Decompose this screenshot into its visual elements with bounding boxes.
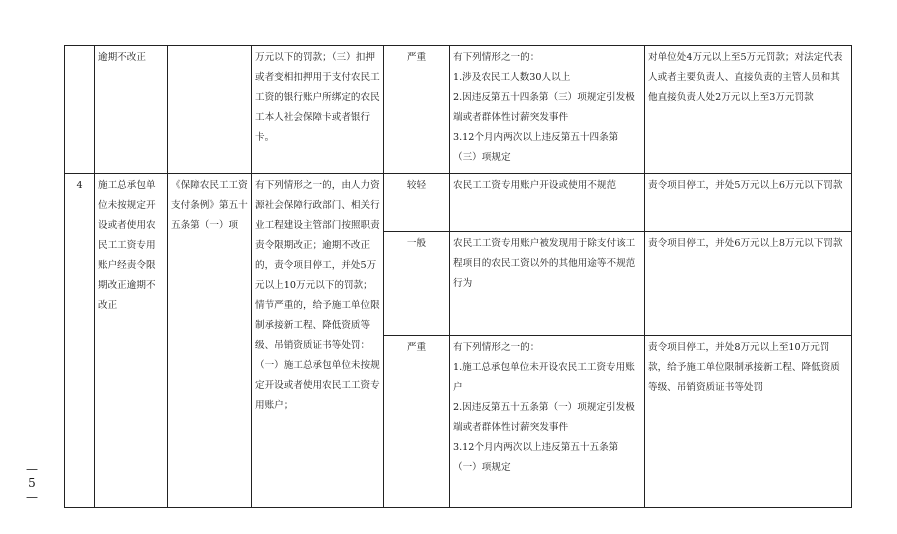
cell-standard: 责令项目停工，并处6万元以上8万元以下罚款 (645, 232, 852, 336)
cell-circumstances (450, 336, 645, 508)
cell-number: 4 (65, 174, 95, 508)
cell-level: 严重 (384, 336, 450, 508)
cell-basis (168, 46, 252, 174)
cell-level: 一般 (384, 232, 450, 336)
circumstance-line: 3.12个月内两次以上违反第五十四条第（三）项规定 (453, 132, 619, 163)
cell-penalty: 万元以下的罚款；（三）扣押或者变相扣押用于支付农民工工资的银行账户所绑定的农民工本人社会保障卡或者银行卡。 (252, 46, 384, 174)
cell-level: 严重 (384, 46, 450, 174)
table-row (65, 174, 852, 232)
circumstance-line: 2.因违反第五十五条第（一）项规定引发极端或者群体性讨薪突发事件 (453, 402, 635, 433)
circumstance-line: 2.因违反第五十四条第（三）项规定引发极端或者群体性讨薪突发事件 (453, 92, 635, 123)
cell-violation: 施工总承包单位未按规定开设或者使用农民工工资专用账户经责令限期改正逾期不改正 (95, 174, 168, 508)
page-number (22, 462, 42, 504)
circumstance-line: 有下列情形之一的： (453, 52, 540, 63)
circumstance-line: 1.施工总承包单位未开设农民工工资专用账户 (453, 362, 635, 393)
table-row (65, 46, 852, 174)
cell-circumstances (450, 174, 645, 232)
cell-standard: 责令项目停工，并处8万元以上至10万元罚款，给予施工单位限制承接新工程、降低资质等级、吊销资质证书等处罚 (645, 336, 852, 508)
cell-circumstances (450, 232, 645, 336)
cell-number (65, 46, 95, 174)
circumstance-line: 农民工工资专用账户被发现用于除支付该工程项目的农民工资以外的其他用途等不规范行为 (453, 238, 636, 289)
cell-level: 较轻 (384, 174, 450, 232)
cell-basis: 《保障农民工工资支付条例》第五十五条第（一）项 (168, 174, 252, 508)
cell-standard: 对单位处4万元以上至5万元罚款；对法定代表人或者主要负责人、直接负责的主管人员和其他直接负责人处2万元以上至3万元罚款 (645, 46, 852, 174)
page-number-text: — 5 — (26, 462, 38, 504)
penalty-table (64, 45, 852, 508)
circumstance-line: 3.12个月内两次以上违反第五十五条第（一）项规定 (453, 442, 619, 473)
circumstance-line: 农民工工资专用账户开设或使用不规范 (453, 180, 617, 191)
cell-violation: 逾期不改正 (95, 46, 168, 174)
cell-standard: 责令项目停工，并处5万元以上6万元以下罚款 (645, 174, 852, 232)
circumstance-line: 1.涉及农民工人数30人以上 (453, 72, 571, 83)
cell-penalty: 有下列情形之一的，由人力资源社会保障行政部门、相关行业工程建设主管部门按照职责责令限期改正；逾期不改正的，责令项目停工，并处5万元以上10万元以下的罚款；情节严重的，给予施工单位限制承接新工程、降低资质等级、吊销资质证书等处罚：（一）施工总承包单位未按规定开设或者使用农民工工资专用账户； (252, 174, 384, 508)
circumstance-line: 有下列情形之一的： (453, 342, 540, 353)
cell-circumstances (450, 46, 645, 174)
